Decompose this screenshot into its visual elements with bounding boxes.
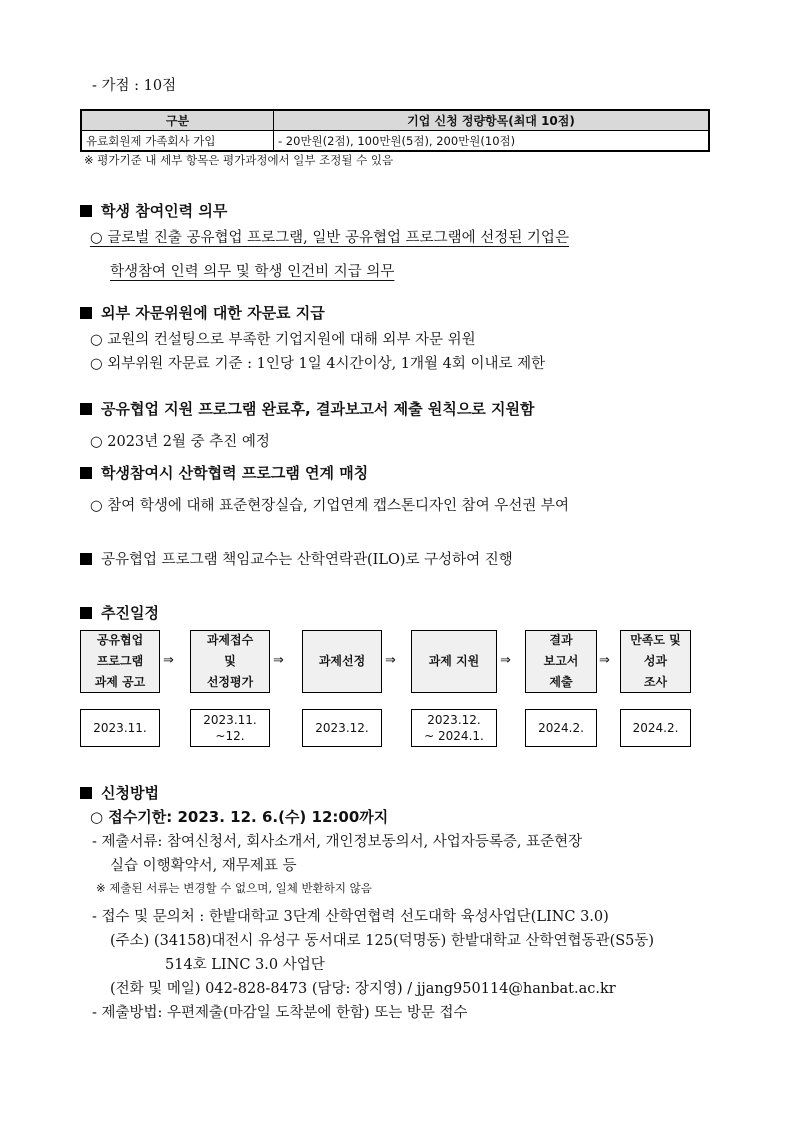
flow-step-review bbox=[190, 630, 270, 693]
square-bullet-icon bbox=[80, 553, 92, 565]
square-bullet-icon bbox=[80, 787, 92, 799]
table-header-row bbox=[81, 110, 709, 131]
flow-step-text: 만족도 및 bbox=[630, 633, 681, 647]
flow-date-announce bbox=[80, 709, 160, 747]
flow-arrow-icon: ⇒ bbox=[385, 653, 396, 668]
flow-arrow-icon: ⇒ bbox=[599, 653, 610, 668]
section-heading-apply bbox=[80, 782, 159, 803]
section-heading-post-report bbox=[80, 398, 535, 419]
professor-line bbox=[80, 548, 513, 569]
section-heading-advisory bbox=[80, 302, 325, 323]
square-bullet-icon bbox=[80, 307, 92, 319]
table-header-category: 구분 bbox=[81, 110, 274, 131]
flow-step-text: 성과 bbox=[643, 654, 668, 668]
flow-step-select bbox=[302, 630, 382, 693]
flow-arrow-icon: ⇒ bbox=[273, 653, 284, 668]
square-bullet-icon bbox=[80, 607, 92, 619]
section-heading-student-duty bbox=[80, 200, 227, 221]
section-title: 외부 자문위원에 대한 자문료 지급 bbox=[101, 304, 325, 322]
flow-date-select bbox=[302, 709, 382, 747]
flow-date-survey bbox=[620, 709, 691, 747]
apply-method-line: - 제출방법: 우편제출(마감일 도착분에 한함) 또는 방문 접수 bbox=[92, 1005, 468, 1021]
square-bullet-icon bbox=[80, 467, 92, 479]
flow-step-text: 과제 공고 bbox=[94, 675, 146, 689]
square-bullet-icon bbox=[80, 403, 92, 415]
flow-date-support bbox=[411, 709, 497, 747]
flow-date-review bbox=[190, 709, 270, 747]
apply-contact-line-1: - 접수 및 문의처 : 한밭대학교 3단계 산학연협력 선도대학 육성사업단(LINC 3.0) bbox=[92, 909, 609, 925]
section-title: 공유협업 지원 프로그램 완료후, 결과보고서 제출 원칙으로 지원함 bbox=[101, 400, 535, 418]
section-title: 신청방법 bbox=[101, 784, 159, 802]
apply-deadline: ○ 접수기한: 2023. 12. 6.(수) 12:00까지 bbox=[90, 808, 389, 826]
table-cell-criteria: - 20만원(2점), 100만원(5점), 200만원(10점) bbox=[274, 131, 710, 152]
student-duty-text-2: 학생참여 인력 의무 및 학생 인건비 지급 의무 bbox=[110, 264, 395, 280]
bonus-line: - 가점 : 10점 bbox=[92, 78, 177, 94]
table-header-criteria: 기업 신청 정량항목(최대 10점) bbox=[274, 110, 710, 131]
flow-arrow-icon: ⇒ bbox=[500, 653, 511, 668]
flow-step-text: 과제선정 bbox=[318, 654, 366, 668]
flow-step-text: 선정평가 bbox=[206, 675, 254, 689]
square-bullet-icon bbox=[80, 205, 92, 217]
flow-arrow-icon: ⇒ bbox=[163, 653, 174, 668]
professor-text: 공유협업 프로그램 책임교수는 산학연락관(ILO)로 구성하여 진행 bbox=[101, 552, 513, 568]
flow-step-report bbox=[525, 630, 597, 693]
section-title: 학생 참여인력 의무 bbox=[101, 202, 228, 220]
flow-step-text: 및 bbox=[224, 654, 236, 668]
student-duty-line-2 bbox=[110, 260, 394, 281]
apply-docs-line-1: - 제출서류: 참여신청서, 회사소개서, 개인정보동의서, 사업자등록증, 표준현장 bbox=[92, 834, 583, 850]
flow-date-text: ~12. bbox=[215, 729, 245, 743]
section-title: 추진일정 bbox=[101, 604, 159, 622]
apply-docs-note: ※ 제출된 서류는 변경할 수 없으며, 일체 반환하지 않음 bbox=[96, 881, 372, 895]
criteria-table bbox=[80, 109, 710, 152]
matching-line-1: ○ 참여 학생에 대해 표준현장실습, 기업연계 캡스톤디자인 참여 우선권 부여 bbox=[90, 498, 569, 514]
flow-step-text: 프로그램 bbox=[96, 654, 144, 668]
advisory-line-1: ○ 교원의 컨설팅으로 부족한 기업지원에 대해 외부 자문 위원 bbox=[90, 332, 476, 348]
student-duty-text-1: ○ 글로벌 진출 공유협업 프로그램, 일반 공유협업 프로그램에 선정된 기업은 bbox=[90, 230, 569, 246]
post-report-line-1: ○ 2023년 2월 중 추진 예정 bbox=[90, 434, 270, 450]
flow-step-text: 제출 bbox=[549, 675, 573, 689]
flow-date-report bbox=[525, 709, 597, 747]
flow-step-announce bbox=[80, 630, 160, 693]
table-row bbox=[81, 131, 709, 152]
table-note: ※ 평가기준 내 세부 항목은 평가과정에서 일부 조정될 수 있음 bbox=[84, 153, 394, 167]
flow-step-text: 과제접수 bbox=[206, 633, 254, 647]
flow-step-text: 공유협업 bbox=[96, 633, 144, 647]
student-duty-line-1 bbox=[90, 226, 569, 247]
section-heading-schedule bbox=[80, 602, 159, 623]
flow-date-text: ~ 2024.1. bbox=[424, 729, 484, 743]
flow-date-text: 2024.2. bbox=[538, 721, 584, 735]
flow-step-text: 결과 bbox=[549, 633, 573, 647]
table-cell-category: 유료회원제 가족회사 가입 bbox=[81, 131, 274, 152]
apply-contact-line-4: (전화 및 메일) 042-828-8473 (담당: 장지영) / jjang950114@hanbat.ac.kr bbox=[110, 981, 616, 997]
section-heading-matching bbox=[80, 462, 368, 483]
section-title: 학생참여시 산학협력 프로그램 연계 매칭 bbox=[101, 464, 369, 482]
flow-step-text: 과제 지원 bbox=[428, 654, 480, 668]
apply-contact-line-2: (주소) (34158)대전시 유성구 동서대로 125(덕명동) 한밭대학교 산학연협동관(S5동) bbox=[110, 933, 655, 949]
flow-date-text: 2023.11. bbox=[203, 713, 257, 727]
advisory-line-2: ○ 외부위원 자문료 기준 : 1인당 1일 4시간이상, 1개월 4회 이내로 제한 bbox=[90, 356, 546, 372]
flow-step-text: 보고서 bbox=[543, 654, 579, 668]
apply-contact-line-3: 514호 LINC 3.0 사업단 bbox=[165, 957, 325, 973]
flow-date-text: 2023.11. bbox=[93, 721, 147, 735]
flow-step-text: 조사 bbox=[643, 675, 668, 689]
flow-date-text: 2024.2. bbox=[632, 721, 679, 735]
flow-step-survey bbox=[620, 630, 691, 693]
flow-step-support bbox=[411, 630, 497, 693]
flow-date-text: 2023.12. bbox=[427, 713, 481, 727]
apply-docs-line-2: 실습 이행확약서, 재무제표 등 bbox=[110, 858, 297, 874]
flow-date-text: 2023.12. bbox=[315, 721, 369, 735]
